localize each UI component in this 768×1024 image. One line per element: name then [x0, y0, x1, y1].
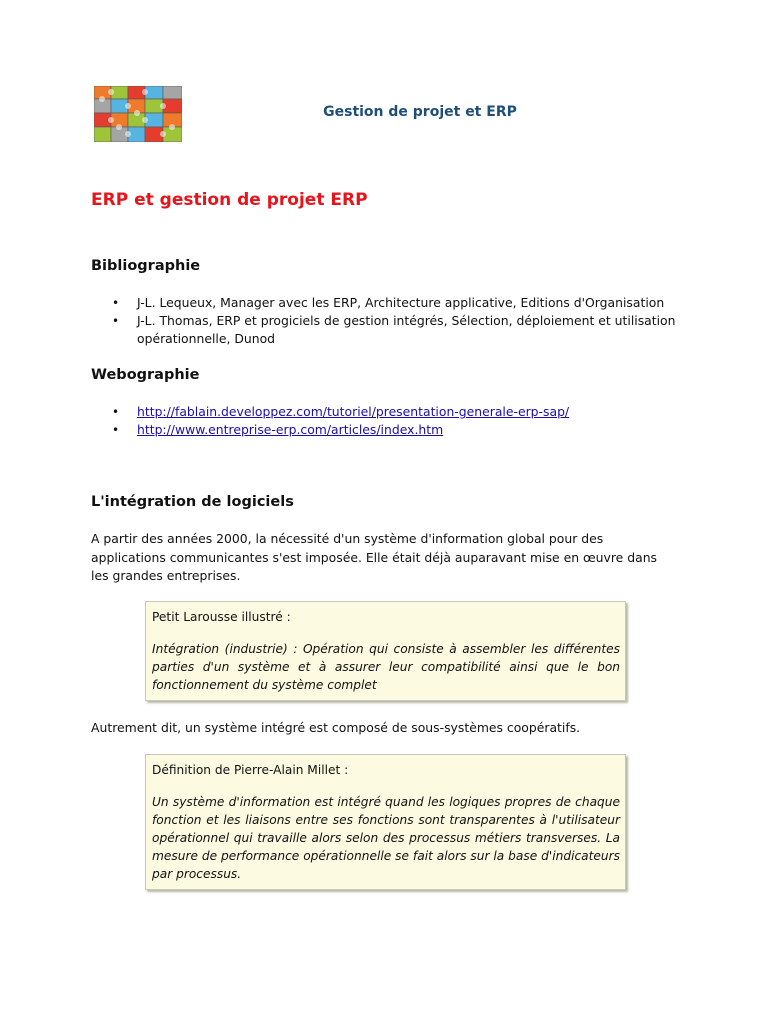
bibliographie-heading: Bibliographie	[91, 258, 201, 274]
quote-text: Intégration (industrie) : Opération qui consiste à assembler les différentes parties d'un système et à assurer leur compatibilité ainsi que le bon fonctionnement du système complet	[152, 642, 620, 692]
integration-middle: Autrement dit, un système intégré est composé de sous-systèmes coopératifs.	[91, 720, 581, 735]
larousse-quote-box	[145, 601, 626, 701]
bullet-icon: •	[112, 296, 120, 310]
millet-quote-box	[145, 754, 626, 890]
quote-text: Un système d'information est intégré quand les logiques propres de chaque fonction et les liaisons entre ses fonctions sont transparentes à l'utilisateur opérationnel qui travaille alors selon des processus métiers transverses. La mesure de performance opérationnelle se fait alors sur la base d'indicateurs par processus.	[152, 795, 620, 881]
web-link[interactable]: http://fablain.developpez.com/tutoriel/presentation-generale-erp-sap/	[137, 404, 570, 419]
integration-intro: A partir des années 2000, la nécessité d'un système d'information global pour des applications communicantes s'est imposée. Elle était déjà auparavant mise en œuvre dans les grandes entreprises.	[91, 531, 658, 583]
header-title: Gestion de projet et ERP	[323, 104, 517, 120]
list-item	[112, 421, 692, 439]
bullet-icon: •	[112, 314, 120, 328]
webographie-heading: Webographie	[91, 367, 200, 383]
quote-source: Définition de Pierre-Alain Millet :	[152, 763, 349, 777]
bibliography-entry: J-L. Lequeux, Manager avec les ERP, Architecture applicative, Editions d'Organisation	[137, 295, 665, 310]
document-title: ERP et gestion de projet ERP	[91, 190, 368, 210]
list-item	[112, 403, 692, 421]
bibliography-entry: J-L. Thomas, ERP et progiciels de gestion intégrés, Sélection, déploiement et utilisation opérationnelle, Dunod	[137, 313, 676, 346]
bibliographie-list	[112, 294, 692, 348]
bullet-icon: •	[112, 423, 120, 437]
list-item	[112, 312, 692, 348]
bullet-icon: •	[112, 405, 120, 419]
list-item	[112, 294, 692, 312]
web-link[interactable]: http://www.entreprise-erp.com/articles/index.htm	[137, 422, 444, 437]
integration-heading: L'intégration de logiciels	[91, 494, 294, 510]
quote-source: Petit Larousse illustré :	[152, 610, 291, 624]
webographie-list	[112, 403, 692, 439]
